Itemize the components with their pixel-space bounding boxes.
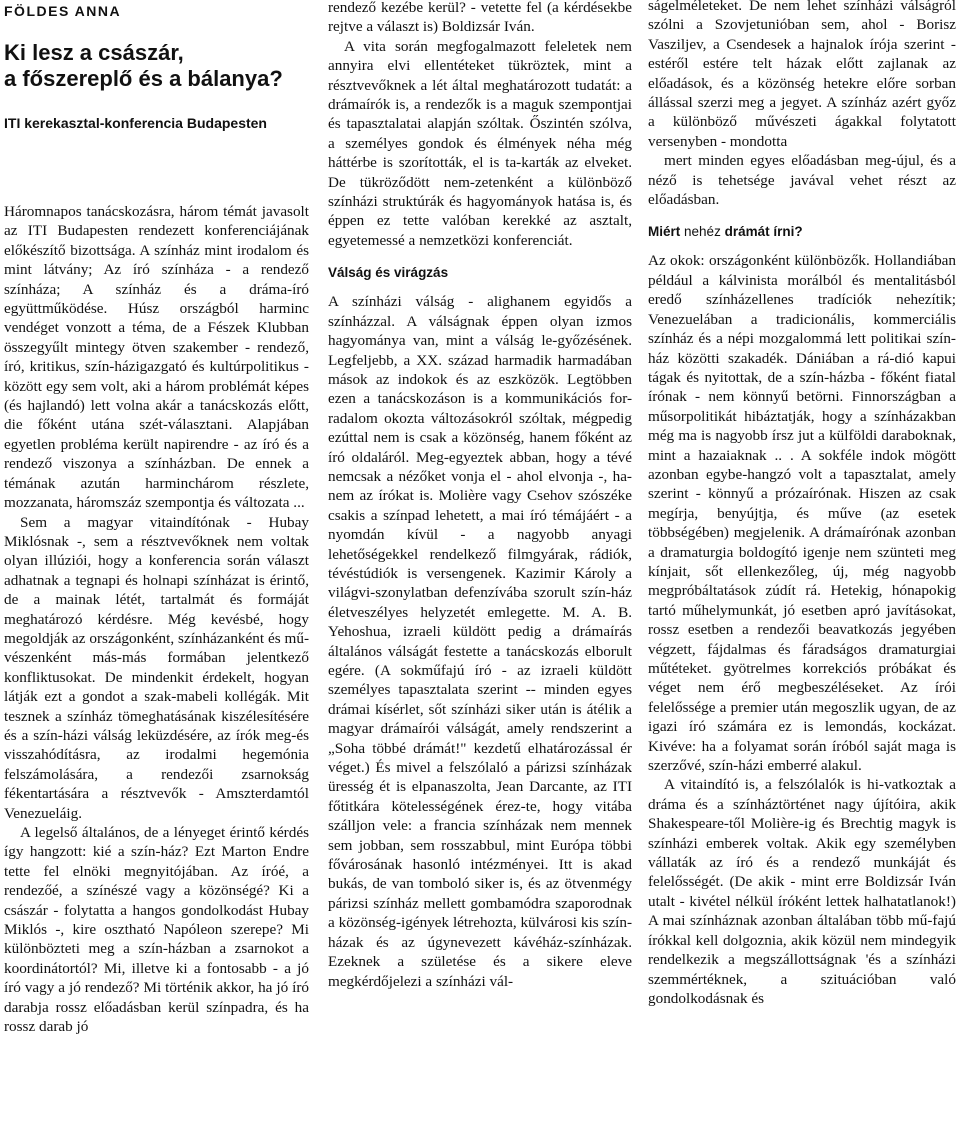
- author-name: FÖLDES ANNA: [4, 3, 122, 19]
- section-heading-drama: [648, 223, 956, 241]
- paragraph: Háromnapos tanácskozásra, három témát javasolt az ITI Budapesten rendezett konferenciájának előkészítő bizottsága. A színház mint irodalom és mint látvány; Az író színháza - a rendező színháza; A színház és a dráma-író együttműködése. Húsz országból harminc vendéget vonzott a téma, de a Fészek Klubban összegyűlt mintegy ötven szakember - rendező, író, kritikus, szín-házigazgató és kultúrpolitikus - között egy sem volt, aki a három problémát képes (és hajlandó) lett volna akár a tanácskozás előtt, die főként utána szét-választani. Alapjában egyetlen probléma került napirendre - az író és a rendező viszonya a színházban. De ennek a témának azután harminchárom részlete, mozzanata, háromszáz szempontja és változata ...: [4, 203, 309, 512]
- article-subtitle: ITI kerekasztal-konferencia Budapesten: [4, 115, 267, 131]
- column-2: [328, 0, 632, 1138]
- paragraph: Sem a magyar vitaindítónak - Hubay Miklósnak -, sem a résztvevőknek nem voltak olyan illúziói, hogy a konferencia során választ adhatnak a tegnapi és holnapi színházat is érintő, de a mainak létét, tartalmát és formáját meghatározó kérdésre. Még kevésbé, hogy megoldják az országonként, színházanként és mű-vészenként más-más formában jelentkező konfliktusokat. De mindenkit érdekelt, hogyan látják ezt a gondot a szak-mabeli kollégák. Mit tesznek a színház tömeghatásának kiszélesítésére és a szín-házi válság leküzdésére, az írók meg-és visszahódításra, az irodalmi hegemónia felszámolására, a rendezői zsarnokság fékentartására a résztvevők - Amszterdamtól Venezueláig.: [4, 513, 309, 822]
- paragraph: mert minden egyes előadásban meg-újul, és a néző is tehetsége javával vehet részt az előadásban.: [648, 152, 956, 209]
- paragraph: A színházi válság - alighanem egyidős a színházzal. A válságnak éppen olyan izmos hagyománya van, mint a válság le-győzésének. Legfeljebb, a XX. század harmadik harmadában mások az indokok és az eszközök. Legtöbben ezen a tanácskozáson is a kommunikációs for-radalom okozta változásokról szóltak, mégpedig ezúttal nem is csak a közönség, hanem főként az író oldaláról. Meg-egyeztek abban, hogy a tévé nemcsak a nézőket vonja el - ahol elvonja -, ha-nem az írókat is. Molière vagy Csehov szószéke csakis a színpad lehetett, a mai író témájáért - a nyomdán kívül - a nagyobb anyagi lehetőségekkel rendelkező filmgyárak, rádiók, tévéstúdiók is versengenek. Kazimir Károly a világvi-szonylatban defenzívába szorult szín-ház életveszélyes helyzetét emlegette. M. A. B. Yehoshua, izraeli küldött pedig a drámaírás általános válságát festette a tanácskozás elborult egére. (A sokműfajú író - az izraeli küldött személyes tapasztalata szerint -- minden egyes drámai kísérlet, sőt színházi siker után is átélik a magyar drámaírói válságát, amely rendszerint a „Soha többé drámát!" kezdetű elhatározással ér véget.) És mivel a felszólaló a párizsi színházak üresség ét is elpanaszolta, Jean Darcante, az ITI főtitkára kötelességének érez-te, hogy vitába szálljon vele: a francia színházak nem mennek sem jobban, sem rosszabbul, mint Európa többi fővárosának hasonló intézményei. Itt is akad bukás, de van tomboló siker is, és az ötvenmégy párizsi színház mellett gombamódra szaporodnak a közönség-igények létrehozta, külvárosi kis szín-házak és az úgynevezett kávéház-színházak. Ezeknek a születése és a sikere eleve megkérdőjelezi a színházi vál-: [328, 293, 632, 990]
- heading-word: Miért: [648, 224, 681, 240]
- title-line-2: a főszereplő és a bálanya?: [4, 66, 283, 91]
- title-line-1: Ki lesz a császár,: [4, 40, 184, 65]
- heading-word: nehéz: [684, 224, 721, 240]
- paragraph: A vitaindító is, a felszólalók is hi-vatkoztak a dráma és a színháztörténet nagy újítóira, akik Shakespeare-től Molière-ig és Brechtig magyk is színházi emberek voltak. Akik egy személyben vállaták az író és a rendező munkáját és felelősségét. (De akik - mint erre Boldizsár Iván utalt - kivétel nélkül íróként lettek halhatatlanok!) A mai színháznak azonban általában több mű-fajú írókkal kell dolgoznia, akik közül nem mindegyik rendelkezik a megszállottságnak 'és a színházi szemmértéknek, a szituációban való gondolkodásnak és: [648, 776, 956, 1007]
- section-heading-valsag: Válság és virágzás: [328, 265, 449, 281]
- paragraph: ságelméleteket. De nem lehet színházi válságról szólni a Szovjetunióban sem, ahol - Borisz Vasziljev, a Csendesek a hajnalok írója szerint - estéről estére telt házak előtt zajlanak az előadások, és a közönség hetekre előre sorban állással szerzi meg a jegyet. A színház azért győz a különböző művészeti ágakkal folytatott versenyben - mondotta: [648, 0, 956, 150]
- column-1: [4, 0, 309, 1138]
- column-1-text: [4, 202, 309, 1036]
- paragraph: A legelső általános, de a lényeget érintő kérdés így hangzott: kié a szín-ház? Ezt Marton Endre tette fel elnöki megnyitójában. Az íróé, a rendezőé, a színészé vagy a közönségé? Ki a császár - folytatta a hangos gondolkodást Hubay Miklós -, kire osztható Napóleon szerepe? Mi különbözteti meg a szín-házban a zsarnokot a koordinátortól? Mi, illetve ki a fontosabb - a jó író vagy a jó rendező? Mi történik akkor, ha jó író darabja rossz előadásban kerül színpadra, és ha rossz darab jó: [4, 824, 309, 1036]
- paragraph: rendező kezébe kerül? - vetette fel (a kérdésekbe rejtve a választ is) Boldizsár Iván.: [328, 0, 632, 36]
- heading-word: drámát írni?: [724, 224, 803, 240]
- column-3-text: [648, 0, 956, 1008]
- paragraph: Az okok: országonként különbözők. Hollandiában például a kálvinista morálból és mentalitásból eredő színházellenes tradíciók nehezítik; Venezuelában a tradicionális, kommerciális színház és a népi mozgalommá lett politikai szín-ház közötti szakadék. Dániában a rá-dió kapui tágak és nyitottak, de a szín-házba - főként fiatal írónak - nem könnyű betörni. Finnországban a műsorpolitikát hibáztatják, hogy a színházakban még ma is nagyobb írsz jut a külföldi daraboknak, mint a hazaiaknak .. . A sokféle indok mögött azonban egybe-hangzó volt a tapasztalat, amely szerint - könnyű a prózaírónak. Hiszen az csak megírja, benyújtja, és műve (az esetek többségében) megjelenik. A drámaírónak azonban a dramaturgia boldogító igenje nem szünteti meg kínjait, sőt ellenkezőleg, új, még nagyobb megpróbáltatások zúdít rá. Hetekig, hónapokig tartó műhelymunkát, jó esetben apró javításokat, rossz esetben a rendezői beavatkozás jegyében végzett, fájdalmas és fáradságos dramaturgiai műtéteket. gyötrelmes korrekciós próbákat és véget nem érő megbeszéléseket. Az írói felelőssége a premier után megoszlik ugyan, de az igazi író számára ez is lemondás, kockázat. Kivéve: ha a folyamat során íróból saját maga is szerzővé, szín-házi emberré alakul.: [648, 252, 956, 775]
- paragraph: A vita során megfogalmazott feleletek nem annyira elvi ellentéteket tükröztek, mint a résztvevőknek a lét által meghatározott tudatát: a drámaírók is, a rendezők is a maguk szempontjai és tapasztalatai alapján szóltak. Őszintén szólva, a személyes gondok és élmények néha még háttérbe is szorították, el is ta-karták az elveket. De tükröződött nem-zetenként a különböző színházi struktúrák és hagyományok hatása is, és éppen ez tette valóban kerekké az asztalt, egyetemessé a nemzetközi konferenciát.: [328, 37, 632, 249]
- article-title: [4, 40, 309, 92]
- column-3: [648, 0, 956, 1138]
- column-2-text: [328, 0, 632, 991]
